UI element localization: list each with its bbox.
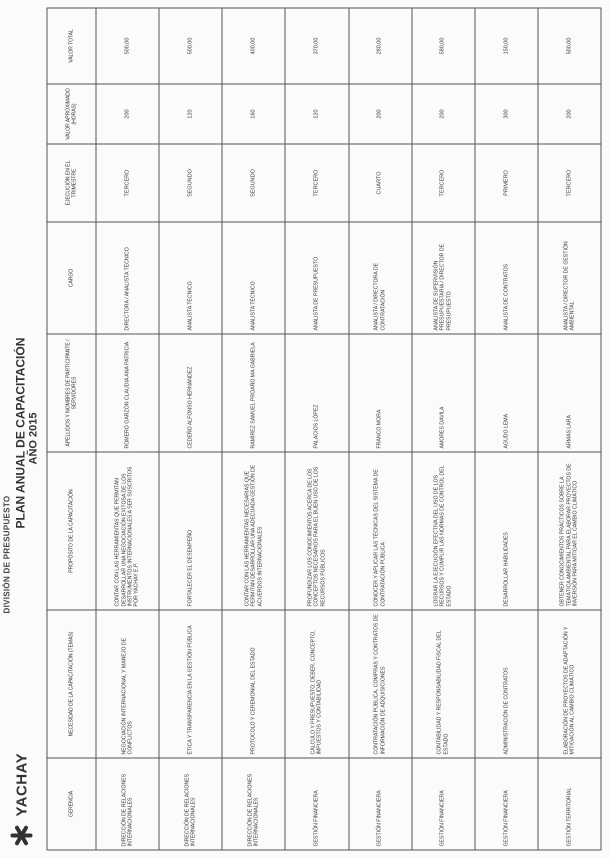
cell-proposito: CONOCER Y APLICAR LAS TÉCNICAS DEL SISTEMA DE CONTRATACIÓN PÚBLICA	[348, 452, 411, 610]
cell-cargo: ANALISTA DE PRESUPUESTO	[285, 222, 348, 334]
page-year: AÑO 2015	[27, 412, 39, 464]
cell-total: 500,00	[537, 8, 600, 84]
cell-cargo: ANALISTA TÉCNICO	[222, 222, 285, 334]
cell-horas: 200	[96, 84, 159, 144]
cell-participante: AMORES DAVILA	[411, 334, 474, 452]
cell-horas: 200	[348, 84, 411, 144]
cell-tema: ÉTICA Y TRANSPARENCIA EN LA GESTIÓN PÚBLICA	[159, 610, 222, 758]
cell-tema: PROTOCOLO Y CEREMONIAL DEL ESTADO	[222, 610, 285, 758]
cell-horas: 160	[222, 84, 285, 144]
cell-tema: CÁLCULO Y PRESUPUESTO, DEBER, CONCEPTO, IMPUESTOS Y CONTABILIDAD	[285, 610, 348, 758]
cell-tema: ADMINISTRACIÓN DE CONTRATOS	[474, 610, 537, 758]
cell-gerencia: GESTIÓN FINANCIERA	[474, 758, 537, 850]
cell-participante: AGUDO LEMA	[474, 334, 537, 452]
cell-participante: FRANCO MORA	[348, 334, 411, 452]
cell-proposito: FORTALECER EL DESEMPEÑO	[159, 452, 222, 610]
yachay-logo	[8, 752, 34, 848]
table-row	[411, 8, 474, 850]
cell-trimestre: TERCERO	[96, 144, 159, 222]
cell-participante: ARMAS LARA	[537, 334, 600, 452]
cell-cargo: ANALISTA / DIRECTOR DE GESTIÓN AMBIENTAL	[537, 222, 600, 334]
table-header-row	[47, 8, 96, 850]
cell-proposito: CONTAR CON LAS HERRAMIENTAS QUE PERMITAN DESARROLLAR UNA NEGOCIACIÓN EXITOSA DE LOS INSTRUMENTOS INTERNACIONALES A SER SUSCRITOS POR YACHAY E.P.	[96, 452, 159, 610]
cell-participante: RAMÍREZ SAMUEL PROAÑO MA GABRIELA	[222, 334, 285, 452]
cell-trimestre: SEGUNDO	[222, 144, 285, 222]
cell-horas: 120	[159, 84, 222, 144]
division-label: DIVISIÓN DE PRESUPUESTO	[2, 495, 11, 613]
cell-gerencia: GESTIÓN FINANCIERA	[411, 758, 474, 850]
cell-gerencia: GESTIÓN FINANCIERA	[285, 758, 348, 850]
cell-gerencia: DIRECCIÓN DE RELACIONES INTERNACIONALES	[96, 758, 159, 850]
cell-trimestre: TERCERO	[285, 144, 348, 222]
cell-total: 370,00	[285, 8, 348, 84]
cell-total: 400,00	[222, 8, 285, 84]
cell-horas: 120	[285, 84, 348, 144]
col-header-cargo: CARGO	[47, 222, 96, 334]
table-row	[222, 8, 285, 850]
cell-participante: PALACIOS LÓPEZ	[285, 334, 348, 452]
col-header-total: VALOR TOTAL	[47, 8, 96, 84]
col-header-gerencia: GERENCIA	[47, 758, 96, 850]
cell-tema: CONTABILIDAD Y RESPONSABILIDAD FISCAL DEL ESTADO	[411, 610, 474, 758]
table-row	[474, 8, 537, 850]
cell-cargo: ANALISTA DE SUPERVISIÓN PRESUPUESTARIA / DIRECTOR DE PRESUPUESTO	[411, 222, 474, 334]
cell-trimestre: CUARTO	[348, 144, 411, 222]
col-header-participante: APELLIDOS Y NOMBRES DE PARTICIPANTE / SERVIDORES	[47, 334, 96, 452]
cell-proposito: DESARROLLAR HABILIDADES	[474, 452, 537, 610]
cell-total: 500,00	[96, 8, 159, 84]
cell-proposito: PROFUNDIZAR LOS CONOCIMIENTOS ACERCA DE LOS CONCEPTOS NECESARIOS PARA EL BUEN USO DE LOS RECURSOS PÚBLICOS	[285, 452, 348, 610]
table-row	[537, 8, 600, 850]
cell-trimestre: PRIMERO	[474, 144, 537, 222]
table-row	[159, 8, 222, 850]
cell-cargo: ANALISTA DE CONTRATOS	[474, 222, 537, 334]
col-header-trimestre: EJECUCIÓN EN EL TRIMESTRE	[47, 144, 96, 222]
logo-text: YACHAY	[12, 752, 30, 816]
cell-proposito: LOGRAR LA EJECUCIÓN EFECTIVA DEL USO DE LOS RECURSOS Y CUMPLIR LAS NORMAS DE CONTROL DEL ESTADO	[411, 452, 474, 610]
cell-total: 580,00	[411, 8, 474, 84]
cell-trimestre: TERCERO	[411, 144, 474, 222]
cell-gerencia: GESTIÓN FINANCIERA	[348, 758, 411, 850]
yachay-logo-icon	[8, 822, 34, 848]
cell-gerencia: DIRECCIÓN DE RELACIONES INTERNACIONALES	[222, 758, 285, 850]
cell-participante: CEDEÑO ALFONSO HERNÁNDEZ	[159, 334, 222, 452]
cell-tema: CONTRATACIÓN PÚBLICA, COMPRAS Y CONTRATOS DE INFORMACIÓN DE ADQUISICIONES	[348, 610, 411, 758]
cell-cargo: ANALISTA / DIRECTORA DE CONTRATACIÓN	[348, 222, 411, 334]
cell-total: 500,00	[159, 8, 222, 84]
cell-proposito: CONTAR CON LAS HERRAMIENTAS NECESARIAS QUE PERMITAN DESARROLLAR UNA ADECUADA GESTIÓN DE ACUERDOS INTERNACIONALES	[222, 452, 285, 610]
cell-gerencia: DIRECCIÓN DE RELACIONES INTERNACIONALES	[159, 758, 222, 850]
table-row	[96, 8, 159, 850]
cell-cargo: DIRECTORA / ANALISTA TÉCNICO	[96, 222, 159, 334]
cell-cargo: ANALISTA TÉCNICO	[159, 222, 222, 334]
table-row	[285, 8, 348, 850]
cell-horas: 200	[537, 84, 600, 144]
page-title: PLAN ANUAL DE CAPACITACIÓN	[13, 337, 27, 528]
cell-tema: NEGOCIACIÓN INTERNACIONAL Y MANEJO DE CONFLICTOS	[96, 610, 159, 758]
cell-gerencia: GESTIÓN TERRITORIAL	[537, 758, 600, 850]
cell-trimestre: TERCERO	[537, 144, 600, 222]
cell-horas: 300	[474, 84, 537, 144]
cell-proposito: OBTENER CONOCIMIENTOS PRÁCTICOS SOBRE LA TEMÁTICA AMBIENTAL PARA ELABORAR PROYECTOS DE INVERSIÓN PARA MITIGAR EL CAMBIO CLIMÁTICO	[537, 452, 600, 610]
cell-horas: 200	[411, 84, 474, 144]
cell-trimestre: SEGUNDO	[159, 144, 222, 222]
training-plan-table	[46, 7, 601, 850]
col-header-tema: NECESIDAD DE LA CAPACITACIÓN (TEMAS)	[47, 610, 96, 758]
cell-tema: ELABORACIÓN DE PROYECTOS DE ADAPTACIÓN Y MITIGACIÓN AL CAMBIO CLIMÁTICO	[537, 610, 600, 758]
table-row	[348, 8, 411, 850]
cell-participante: ROMERO GARZÓN CLAUDIA ANA PATRICIA	[96, 334, 159, 452]
col-header-proposito: PROPÓSITO DE LA CAPACITACIÓN	[47, 452, 96, 610]
cell-total: 150,00	[474, 8, 537, 84]
cell-total: 280,00	[348, 8, 411, 84]
col-header-horas: VALOR APROXIMADO (HORAS)	[47, 84, 96, 144]
